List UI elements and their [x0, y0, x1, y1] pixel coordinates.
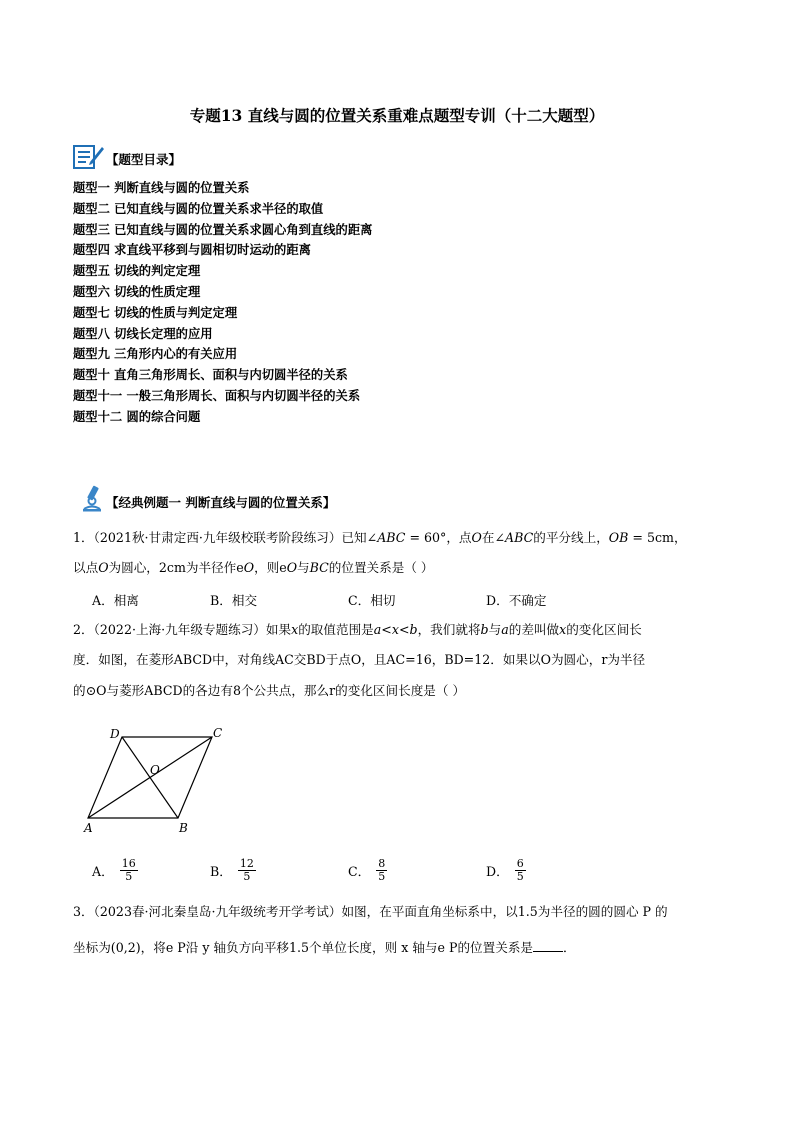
math-var: a [373, 622, 382, 637]
q2-option-c[interactable] [348, 858, 387, 883]
math-var: ABC [377, 530, 406, 545]
toc-item: 题型八 切线长定理的应用 [73, 325, 213, 341]
math-var: O [243, 560, 255, 575]
toc-item: 题型十一 一般三角形周长、面积与内切圆半径的关系 [73, 387, 361, 403]
math-var: b [409, 622, 418, 637]
fraction [120, 858, 138, 883]
numerator: 6 [516, 857, 524, 870]
answer-blank[interactable] [533, 939, 563, 952]
text: ． [563, 940, 576, 955]
math-var: b [480, 622, 489, 637]
numerator: 16 [121, 857, 136, 870]
q2-option-b[interactable] [210, 858, 256, 883]
math-var: O [98, 560, 109, 575]
denominator: 5 [243, 870, 251, 883]
toc-item: 题型七 切线的性质与判定定理 [73, 304, 238, 320]
toc-item: 题型十二 圆的综合问题 [73, 408, 201, 424]
math-var: BC [309, 560, 329, 575]
toc-list [73, 178, 733, 428]
text: 2．（2022·上海·九年级专题练习）如果 [73, 622, 292, 637]
text: < [398, 622, 410, 637]
q3-line1: 3．（2023春·河北秦皇岛·九年级统考开学考试）如图，在平面直角坐标系中，以1.5为半径的圆的圆心 P 的 [73, 904, 668, 919]
text: < [381, 622, 392, 637]
option-letter: D． [486, 864, 509, 879]
fraction [515, 858, 526, 883]
q2-line1 [73, 620, 642, 640]
math-var: ABC [505, 530, 534, 545]
microscope-icon [80, 484, 104, 512]
text: 的平分线上， [533, 530, 609, 545]
q1-line2 [73, 558, 434, 578]
label-a: A [84, 821, 93, 835]
math-var: O [471, 530, 482, 545]
text: 1．（2021秋·甘肃定西·九年级校联考阶段练习）已知∠ [73, 530, 378, 545]
math-var: a [501, 622, 509, 637]
math-var: O [286, 560, 298, 575]
denominator: 5 [125, 870, 133, 883]
text: = 5cm， [628, 530, 687, 545]
q1-option-a[interactable]: A．相离 [92, 593, 139, 608]
section-header: 【经典例题一 判断直线与圆的位置关系】 [106, 495, 336, 510]
math-var: OB [608, 530, 629, 545]
math-var: x [291, 622, 299, 637]
label-c: C [213, 726, 223, 740]
text: 为圆心，2cm为半径作e [108, 560, 244, 575]
fraction [238, 858, 256, 883]
rhombus-figure [80, 722, 230, 840]
numerator: 12 [239, 857, 254, 870]
text: 的差叫做 [508, 622, 560, 637]
toc-item: 题型三 已知直线与圆的位置关系求圆心角到直线的距离 [73, 221, 373, 237]
denominator: 5 [516, 870, 524, 883]
text: 以点 [73, 560, 99, 575]
q2-line2: 度．如图，在菱形ABCD中，对角线AC交BD于点O，且AC=16，BD=12．如果以O为圆心，r为半径 [73, 652, 646, 667]
q2-line3: 的⊙O与菱形ABCD的各边有8个公共点，那么r的变化区间长度是（ ） [73, 683, 466, 698]
q1-option-c[interactable]: C．相切 [348, 593, 396, 608]
toc-item: 题型九 三角形内心的有关应用 [73, 346, 238, 362]
toc-item: 题型六 切线的性质定理 [73, 283, 201, 299]
text: ，则e [254, 560, 287, 575]
toc-item: 题型十 直角三角形周长、面积与内切圆半径的关系 [73, 367, 348, 383]
fraction [376, 858, 387, 883]
notepad-pencil-icon [73, 142, 105, 170]
toc-header: 【题型目录】 [106, 152, 182, 167]
q1-options [92, 590, 692, 610]
toc-item: 题型五 切线的判定定理 [73, 263, 201, 279]
numerator: 8 [378, 857, 386, 870]
q2-option-a[interactable] [92, 858, 138, 883]
q1-line1 [73, 528, 687, 548]
toc-item: 题型一 判断直线与圆的位置关系 [73, 180, 250, 195]
label-b: B [179, 821, 188, 835]
denominator: 5 [378, 870, 386, 883]
option-letter: B． [210, 864, 232, 879]
label-d: D [110, 727, 120, 741]
q2-option-d[interactable] [486, 858, 526, 883]
text: 的位置关系是（ ） [328, 560, 434, 575]
q3-line2 [73, 938, 576, 958]
page-title: 专题13 直线与圆的位置关系重难点题型专训（十二大题型） [189, 106, 605, 125]
q1-option-d[interactable]: D．不确定 [486, 593, 547, 608]
text: 坐标为(0,2)，将e P沿 y 轴负方向平移1.5个单位长度，则 x 轴与e P的位置关系是 [73, 940, 534, 955]
text: 的变化区间长 [566, 622, 642, 637]
text: 的取值范围是 [298, 622, 374, 637]
math-var: x [391, 622, 399, 637]
option-letter: C． [348, 864, 371, 879]
text: 与 [297, 560, 310, 575]
math-var: x [559, 622, 567, 637]
option-letter: A． [92, 864, 114, 879]
q2-options [92, 858, 692, 892]
text: 与 [488, 622, 502, 637]
q1-option-b[interactable]: B．相交 [210, 593, 258, 608]
text: 在∠ [481, 530, 505, 545]
text: = 60°，点 [405, 530, 472, 545]
diagonal-bd [122, 737, 178, 818]
text: ，我们就将 [417, 622, 481, 637]
label-o: O [150, 763, 160, 777]
toc-item: 题型四 求直线平移到与圆相切时运动的距离 [73, 242, 311, 258]
toc-item: 题型二 已知直线与圆的位置关系求半径的取值 [73, 200, 324, 216]
